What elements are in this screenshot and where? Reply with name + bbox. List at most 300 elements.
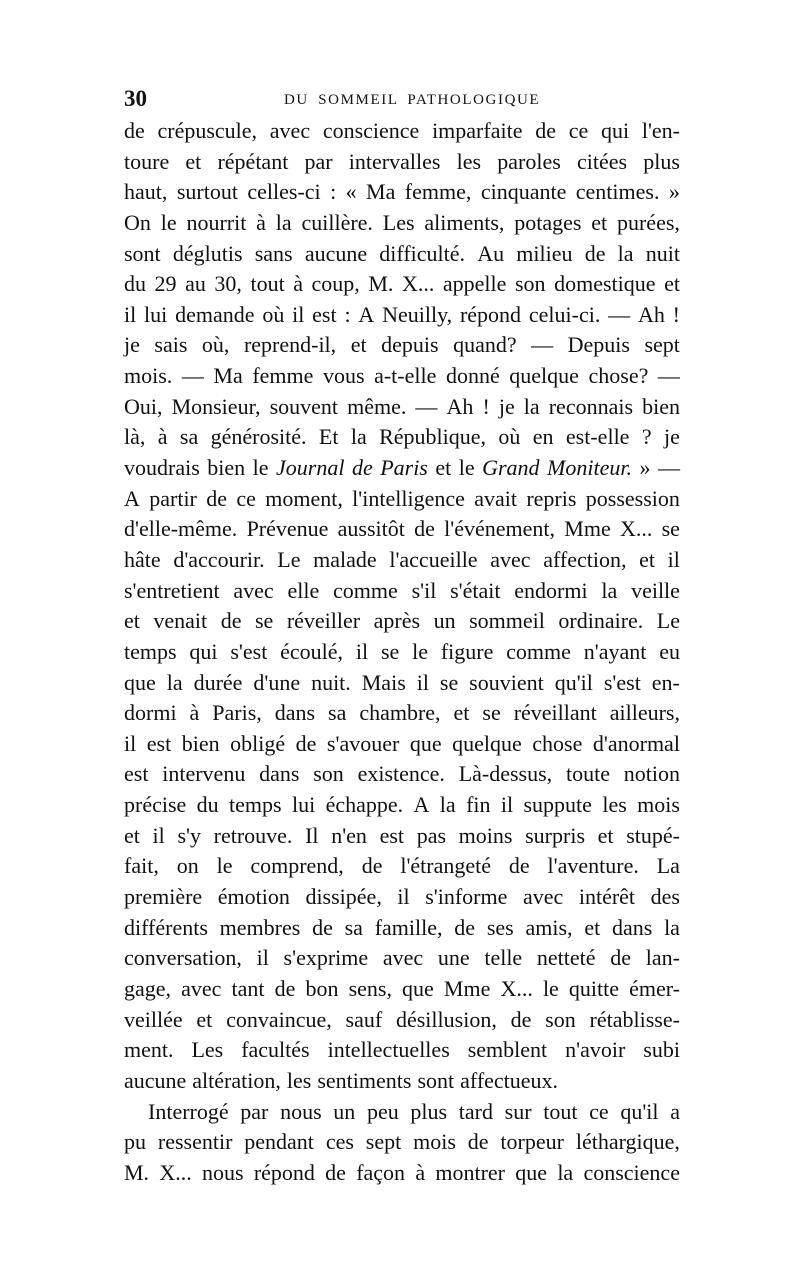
word: répétant: [217, 148, 289, 174]
word: »: [639, 455, 651, 481]
word: lui: [291, 792, 316, 818]
word: aliments,: [424, 209, 505, 235]
word: chambre,: [359, 700, 441, 726]
word: léthargique,: [575, 1129, 680, 1155]
word: ?: [641, 424, 652, 450]
word: de: [510, 1006, 532, 1032]
text-line: [124, 300, 680, 331]
word: République,: [379, 424, 487, 450]
word: se: [661, 516, 680, 542]
word: réveiller: [286, 608, 361, 634]
word: altération,: [192, 1067, 281, 1093]
word: et: [597, 822, 614, 848]
word: avec: [233, 577, 274, 603]
word: :: [330, 179, 337, 205]
word: je: [498, 393, 515, 419]
word: dormi: [124, 700, 177, 726]
word: »: [668, 179, 680, 205]
word: surpris: [525, 822, 586, 848]
word: de: [610, 945, 632, 971]
word: de: [220, 608, 242, 634]
text-line: [124, 974, 680, 1005]
word: s'est: [230, 638, 268, 664]
word: et: [350, 332, 367, 358]
text-line: [124, 484, 680, 515]
word: à: [293, 271, 303, 297]
text-line: [124, 1005, 680, 1036]
word: avec: [522, 884, 564, 910]
word: d'elle-même.: [124, 516, 238, 542]
word: Ah: [637, 301, 665, 327]
word: existence.: [357, 761, 445, 787]
word: le: [412, 638, 428, 664]
word: du: [124, 271, 146, 297]
word: paroles: [497, 148, 561, 174]
word: chose?: [588, 363, 649, 389]
word: fait,: [124, 853, 159, 879]
word: sur: [504, 1098, 532, 1124]
word: tard: [458, 1098, 493, 1124]
word: domestique: [554, 271, 656, 297]
word: il: [124, 301, 137, 327]
word: nous: [280, 1098, 322, 1124]
word: telle: [484, 945, 523, 971]
word: de: [361, 853, 383, 879]
running-head: DU SOMMEIL PATHOLOGIQUE: [284, 92, 541, 108]
word: que: [124, 669, 156, 695]
word: on: [176, 853, 199, 879]
word: il: [355, 638, 369, 664]
word: haut,: [124, 179, 168, 205]
word: centimes.: [575, 179, 660, 205]
word: durée: [193, 669, 243, 695]
word: où,: [201, 332, 230, 358]
word: Oui,: [124, 393, 163, 419]
word: en-: [651, 669, 680, 695]
word: ces: [325, 1129, 354, 1155]
word: n'ayant: [583, 638, 647, 664]
word: la: [601, 577, 618, 603]
text-line: [124, 1158, 680, 1189]
word: reprend-il,: [243, 332, 337, 358]
word: X...: [401, 271, 435, 297]
word: intervalles: [348, 148, 441, 174]
text-line: [124, 1127, 680, 1158]
word: :: [344, 301, 351, 327]
word: toute: [565, 761, 610, 787]
word: il: [667, 546, 680, 572]
text-line: [124, 576, 680, 607]
word: Moniteur.: [547, 455, 632, 481]
word: intellectuelles: [327, 1037, 450, 1063]
word: mois: [637, 792, 680, 818]
word: à: [157, 424, 168, 450]
word: «: [345, 179, 357, 205]
word: l'événement,: [444, 516, 556, 542]
word: par: [304, 148, 333, 174]
word: la: [166, 669, 183, 695]
word: précise: [124, 792, 187, 818]
word: difficulté.: [379, 240, 466, 266]
word: et: [124, 608, 140, 634]
text-line: [124, 606, 680, 637]
word: de: [467, 1129, 489, 1155]
word: Ma: [213, 363, 243, 389]
word: sommeil: [469, 608, 545, 634]
word: qui: [600, 118, 630, 143]
word: mois.: [124, 363, 173, 389]
word: la: [617, 240, 634, 266]
word: avec: [181, 975, 222, 1001]
word: tout: [543, 1098, 578, 1124]
word: toure: [124, 148, 170, 174]
word: est: [379, 822, 405, 848]
word: rétablisse-: [589, 1006, 680, 1032]
word: et: [185, 148, 202, 174]
word: La: [656, 853, 680, 879]
word: la: [350, 424, 367, 450]
word: souvient: [469, 669, 544, 695]
word: nuit: [645, 240, 680, 266]
word: dans: [274, 700, 316, 726]
word: —: [657, 363, 680, 389]
word: quitte: [568, 975, 620, 1001]
text-line: [124, 1097, 680, 1128]
word: bien: [207, 455, 246, 481]
word: elle: [287, 577, 320, 603]
word: la: [439, 792, 456, 818]
word: femme: [252, 363, 314, 389]
word: celui-ci.: [528, 301, 601, 327]
word: de: [351, 455, 373, 481]
word: Le: [277, 546, 301, 572]
word: d'accourir.: [173, 546, 265, 572]
word: s'était: [450, 577, 501, 603]
text-line: [124, 913, 680, 944]
word: demande: [175, 301, 255, 327]
word: s'avouer: [326, 730, 400, 756]
word: temps: [124, 638, 177, 664]
word: se: [380, 638, 400, 664]
text-line: [124, 759, 680, 790]
word: celles-ci: [247, 179, 321, 205]
word: un: [433, 608, 456, 634]
word: repris: [526, 485, 577, 511]
word: Là-dessus,: [458, 761, 553, 787]
word: les: [456, 148, 482, 174]
word: tant: [231, 975, 265, 1001]
word: je: [124, 332, 140, 358]
word: ce: [589, 1098, 609, 1124]
word: !: [672, 301, 680, 327]
word: du: [196, 792, 219, 818]
word: façon: [356, 1159, 406, 1185]
word: Les: [191, 1037, 224, 1063]
word: qu'il: [554, 669, 593, 695]
word: conscience: [322, 118, 420, 143]
word: pu: [124, 1129, 146, 1155]
word: Ma: [366, 179, 396, 205]
word: il: [292, 301, 305, 327]
word: dans: [611, 914, 653, 940]
word: cinquante: [480, 179, 567, 205]
word: quand?: [453, 332, 517, 358]
word: d'une: [253, 669, 301, 695]
word: à: [256, 209, 266, 235]
word: amis,: [525, 914, 573, 940]
word: et: [664, 271, 680, 297]
word: chose: [532, 730, 583, 756]
text-line: [124, 239, 680, 270]
word: une: [437, 945, 470, 971]
word: M.: [124, 1159, 150, 1185]
word: écoulé,: [280, 638, 344, 664]
word: l'intelligence: [352, 485, 465, 511]
word: ses: [486, 914, 514, 940]
word: n'en: [331, 822, 367, 848]
text-line: [124, 147, 680, 178]
word: —: [181, 363, 204, 389]
word: et: [124, 822, 140, 848]
word: est-elle: [565, 424, 630, 450]
word: X...: [159, 1159, 192, 1185]
word: affection,: [543, 546, 627, 572]
word: —: [657, 455, 680, 481]
word: famille,: [374, 914, 443, 940]
word: donné: [445, 363, 500, 389]
word: lui: [144, 301, 168, 327]
word: montrer: [435, 1159, 506, 1185]
word: sa: [344, 914, 363, 940]
word: sept: [644, 332, 680, 358]
word: citées: [576, 148, 628, 174]
word: convaincue,: [226, 1006, 332, 1032]
word: eu: [659, 638, 680, 664]
word: endormi: [514, 577, 588, 603]
text-line: [124, 392, 680, 423]
word: figure: [440, 638, 494, 664]
word: aussitôt: [337, 516, 405, 542]
word: la: [275, 209, 292, 235]
word: dissipée,: [305, 884, 382, 910]
text-line: [124, 177, 680, 208]
word: On: [124, 209, 151, 235]
word: émer-: [629, 975, 680, 1001]
word: venait: [153, 608, 208, 634]
word: conversation,: [124, 945, 242, 971]
word: Prévenue: [246, 516, 329, 542]
word: il: [500, 792, 514, 818]
word: temps: [229, 792, 282, 818]
word: X...: [500, 975, 533, 1001]
word: générosité.: [210, 424, 307, 450]
word: de: [325, 1159, 346, 1185]
word: pas: [416, 822, 447, 848]
word: sont: [417, 1067, 455, 1093]
word: le: [252, 455, 269, 481]
text-line: [124, 422, 680, 453]
word: déglutis: [172, 240, 243, 266]
word: que: [515, 1159, 548, 1185]
word: Interrogé: [148, 1098, 229, 1124]
word: quelque: [509, 363, 579, 389]
word: torpeur: [500, 1129, 564, 1155]
page-header: [124, 84, 680, 114]
word: mois: [413, 1129, 456, 1155]
word: notion: [623, 761, 680, 787]
word: —: [531, 332, 554, 358]
word: de: [454, 914, 476, 940]
word: Paris: [380, 455, 428, 481]
word: Monsieur,: [171, 393, 261, 419]
word: la: [664, 914, 680, 940]
word: a-t-elle: [374, 363, 437, 389]
word: depuis: [381, 332, 439, 358]
word: de: [124, 118, 145, 143]
word: subi: [643, 1037, 680, 1063]
word: qui: [189, 638, 218, 664]
word: veillée: [124, 1006, 183, 1032]
word: membres: [219, 914, 301, 940]
word: de: [295, 730, 317, 756]
word: affectueux.: [460, 1067, 559, 1093]
word: Journal: [276, 455, 345, 481]
word: 29: [154, 271, 177, 297]
word: Les: [382, 209, 415, 235]
word: obligé: [230, 730, 286, 756]
word: moins: [458, 822, 513, 848]
word: que: [409, 730, 442, 756]
word: sept: [365, 1129, 402, 1155]
word: désillusion,: [395, 1006, 497, 1032]
word: un: [333, 1098, 356, 1124]
word: à: [189, 700, 200, 726]
word: comme: [506, 638, 571, 664]
word: crépuscule,: [157, 118, 258, 143]
word: et: [591, 209, 608, 235]
word: Depuis: [567, 332, 630, 358]
word: A: [413, 792, 430, 818]
word: son: [514, 271, 546, 297]
word: est: [124, 761, 149, 787]
word: M.: [368, 271, 394, 297]
word: bon: [305, 975, 339, 1001]
text-line: [124, 851, 680, 882]
text-line: [124, 698, 680, 729]
text-line: [124, 1035, 680, 1066]
word: il: [124, 730, 137, 756]
word: souvent: [269, 393, 339, 419]
word: que: [402, 975, 434, 1001]
word: la: [557, 1159, 574, 1185]
word: fin: [466, 792, 491, 818]
word: Et: [318, 424, 339, 450]
word: il: [397, 884, 410, 910]
word: nous: [201, 1159, 244, 1185]
text-line: [124, 116, 680, 147]
word: et: [639, 546, 656, 572]
word: et: [196, 1006, 213, 1032]
word: surtout: [176, 179, 238, 205]
text-line: [124, 943, 680, 974]
word: émotion: [217, 884, 290, 910]
word: Neuilly,: [382, 301, 453, 327]
word: où: [262, 301, 285, 327]
word: il: [416, 669, 429, 695]
word: hâte: [124, 546, 161, 572]
text-line: [124, 668, 680, 699]
word: ressentir: [157, 1129, 233, 1155]
word: purées,: [616, 209, 680, 235]
text-line: [124, 821, 680, 852]
word: l'en-: [641, 118, 680, 143]
text-line: [124, 361, 680, 392]
word: sa: [179, 424, 199, 450]
word: répond: [253, 1159, 315, 1185]
word: avec: [382, 945, 424, 971]
word: imparfaite: [432, 118, 523, 143]
word: s'informe: [425, 884, 508, 910]
word: l'aventure.: [547, 853, 639, 879]
word: où: [498, 424, 521, 450]
text-line: [124, 514, 680, 545]
word: par: [240, 1098, 269, 1124]
word: possession: [585, 485, 680, 511]
text-line: [124, 545, 680, 576]
word: l'accueille: [389, 546, 478, 572]
word: nuit.: [311, 669, 351, 695]
word: Il: [305, 822, 319, 848]
word: est: [312, 301, 337, 327]
word: Mme: [443, 975, 491, 1001]
word: d'anormal: [592, 730, 680, 756]
word: veille: [631, 577, 680, 603]
word: le: [542, 975, 559, 1001]
word: s'est: [603, 669, 641, 695]
text-line: [124, 330, 680, 361]
word: sauf: [345, 1006, 383, 1032]
word: cuillère.: [301, 209, 373, 235]
word: et: [453, 700, 470, 726]
text-line: [124, 729, 680, 760]
word: intervenu: [162, 761, 246, 787]
word: les: [286, 1067, 312, 1093]
word: intérêt: [578, 884, 636, 910]
word: ment.: [124, 1037, 174, 1063]
word: se: [254, 608, 274, 634]
word: Mais: [361, 669, 406, 695]
word: pendant: [244, 1129, 314, 1155]
word: et: [435, 455, 452, 481]
word: de: [206, 485, 227, 511]
word: gage,: [124, 975, 172, 1001]
word: sens,: [348, 975, 392, 1001]
text-line: [124, 208, 680, 239]
word: aucune: [124, 1067, 187, 1093]
word: son: [545, 1006, 576, 1032]
word: je: [663, 424, 680, 450]
word: Mme: [564, 516, 611, 542]
word: est: [146, 730, 172, 756]
word: A: [358, 301, 375, 327]
word: 30,: [214, 271, 242, 297]
word: coup,: [311, 271, 360, 297]
word: Au: [477, 240, 505, 266]
word: échappe.: [325, 792, 404, 818]
word: il: [256, 945, 269, 971]
word: Ah: [446, 393, 474, 419]
word: sa: [328, 700, 347, 726]
